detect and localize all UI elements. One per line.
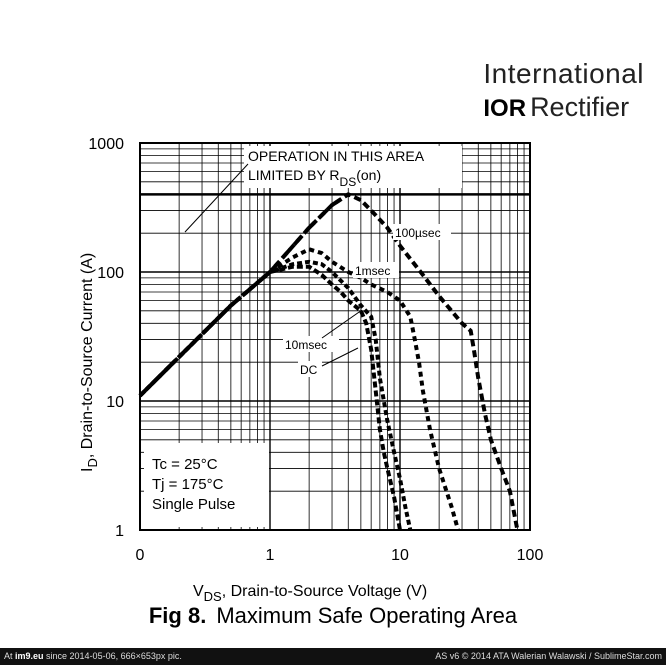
brand-logo [483,58,644,123]
x-tick-label: 1 [265,547,275,564]
brand-rectifier: Rectifier [530,92,630,122]
y-tick-label: 100 [97,265,124,282]
brand-name-line2 [483,92,644,123]
footer-left: At im9.eu since 2014-05-06, 666×653px pic. [4,651,182,661]
figure-number: Fig 8. [148,603,207,628]
series-label-1ms: 1msec [355,264,391,278]
figure-title: Maximum Safe Operating Area [216,603,518,628]
footer-site-link[interactable]: im9.eu [15,651,44,661]
conditions-box [144,443,269,527]
rds-annotation-line1: OPERATION IN THIS AREA [248,148,425,164]
x-tick-label: 0 [135,547,145,564]
watermark-footer [0,648,666,665]
condition-tj: Tj = 175°C [152,476,224,493]
figure-caption [0,603,666,629]
ior-logo-icon: IOR [483,95,527,122]
rds-pointer [185,164,248,232]
y-tick-label: 10 [106,394,124,411]
rds-sub: DS [339,175,357,189]
rds-tail: (on) [356,167,382,183]
series-label-dc: DC [300,363,318,377]
y-axis-label: $I_D$, Drain-to-Source Current (A) [79,252,100,472]
y-tick-label: 1000 [88,136,124,153]
rds-annotation-line2: LIMITED BY RDS(on) [248,167,382,189]
x-tick-label: 10 [391,547,409,564]
footer-right: AS v6 © 2014 ATA Walerian Walawski / SublimeStar.com [435,651,662,661]
x-tick-label: 100 [516,547,544,564]
y-tick-label: 1 [115,523,124,540]
series-label-10ms-pointer [322,310,362,338]
condition-tc: Tc = 25°C [152,456,218,473]
x-axis-label: $V_{DS}$, Drain-to-Source Voltage (V) [193,583,428,604]
series-label-10ms: 10msec [285,338,328,352]
rds-annotation [185,146,462,232]
series-label-100us: 100µsec [395,226,441,240]
condition-pulse: Single Pulse [152,496,236,513]
brand-name-line1: International [483,58,644,89]
